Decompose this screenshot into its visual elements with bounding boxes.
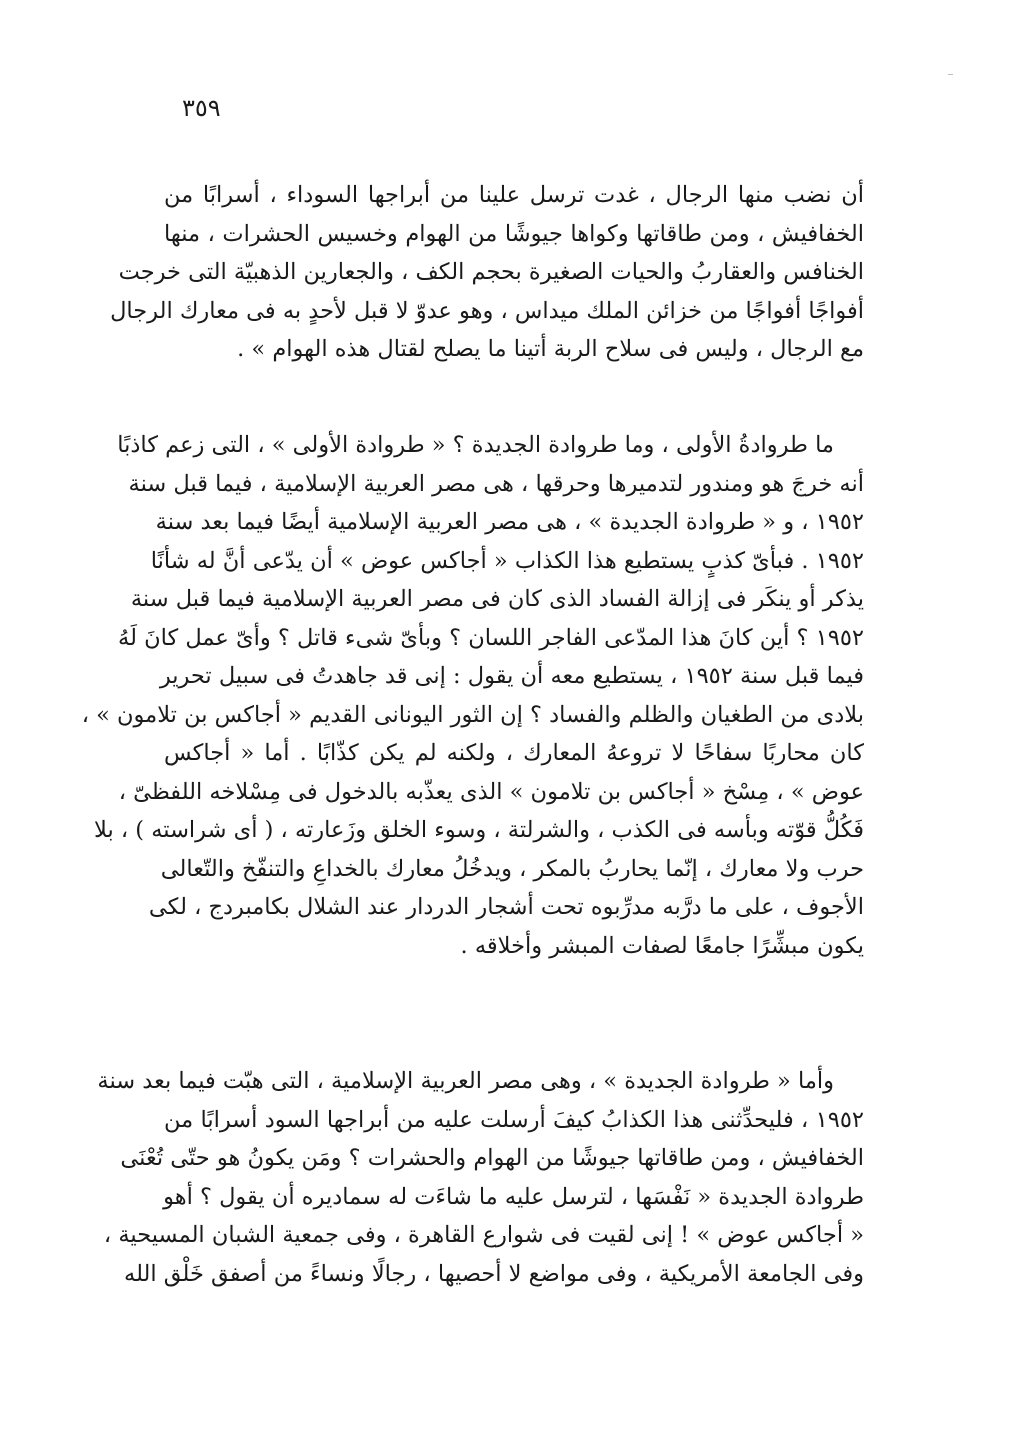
text-line: ١٩٥٢ ؟ أين كانَ هذا المدّعى الفاجر اللسان ؟ وبأىّ شىء قاتل ؟ وأىّ عمل كانَ لَهُ [118, 624, 864, 651]
text-line: مع الرجال ، وليس فى سلاح الربة أتينا ما يصلح لقتال هذه الهوام » . [237, 336, 864, 362]
text-line: أنه خرجَ هو ومندور لتدميرها وحرقها ، هى مصر العربية الإسلامية ، فيما قبل سنة [128, 470, 864, 497]
text-line: ١٩٥٢ ، فليحدِّثنى هذا الكذابُ كيفَ أرسلت عليه من أبراجها السود أسرابًا من [164, 1106, 864, 1133]
text-line: « أجاكس عوض » ! إنى لقيت فى شوارع القاهرة ، وفى جمعية الشبان المسيحية ، [103, 1222, 864, 1248]
text-line: ما طروادةُ الأولى ، وما طروادة الجديدة ؟ « طروادة الأولى » ، التى زعم كاذبًا [117, 432, 834, 458]
text-line: الخنافس والعقاربُ والحيات الصغيرة بحجم الكف ، والجعارين الذهبيّة التى خرجت [118, 259, 864, 285]
text-line: عوض » ، مِسْخ « أجاكس بن تلامون » الذى يعذّبه بالدخول فى مِسْلاخه اللفظىّ ، [118, 778, 864, 805]
text-line: ١٩٥٢ . فبأىّ كذبٍ يستطيع هذا الكذاب « أجاكس عوض » أن يدّعى أنَّ له شأنًا [150, 547, 864, 574]
page-number: ٣٥٩ [182, 94, 221, 122]
text-line: ١٩٥٢ ، و « طروادة الجديدة » ، هى مصر العربية الإسلامية أيضًا فيما بعد سنة [155, 509, 864, 535]
text-line: الأجوف ، على ما درَّبه مدرِّبوه تحت أشجار الدردار عند الشلال بكامبردج ، لكى [148, 894, 864, 920]
text-line: فَكُلُّ قوّته وبأسه فى الكذب ، والشرلتة ، وسوء الخلق وزَعارته ، ( أى شراسته ) ، بلا [94, 817, 864, 843]
text-line: أفواجًا أفواجًا من خزائن الملك ميداس ، وهو عدوّ لا قبل لأحدٍ به فى معارك الرجال [110, 297, 864, 324]
text-line: الخفافيش ، ومن طاقاتها جيوشًا من الهوام والحشرات ؟ ومَن يكونُ هو حتّى تُعْنَى [120, 1145, 864, 1171]
text-line: فيما قبل سنة ١٩٥٢ ، يستطيع معه أن يقول : إنى قد جاهدتُ فى سبيل تحرير [159, 663, 864, 689]
text-line: وفى الجامعة الأمريكية ، وفى مواضع لا أحصيها ، رجالًا ونساءً من أصفق خَلْق الله [124, 1260, 864, 1287]
text-line: كان محاربًا سفاحًا لا تروعهُ المعارك ، ولكنه لم يكن كذّابًا . أما « أجاكس [164, 740, 864, 766]
text-line: أن نضب منها الرجال ، غدت ترسل علينا من أبراجها السوداء ، أسرابًا من [164, 182, 864, 208]
paragraph-2 [81, 426, 864, 965]
text-line: طروادة الجديدة « نَفْسَها ، لترسل عليه ما شاءَت له سماديره أن يقول ؟ أهو [163, 1183, 864, 1210]
text-line: يكون مبشِّرًا جامعًا لصفات المبشر وأخلاقه . [460, 932, 864, 959]
paragraph-3 [97, 1062, 864, 1293]
text-line: يذكر أو ينكَر فى إزالة الفساد الذى كان فى مصر العربية الإسلامية فيما قبل سنة [130, 586, 864, 612]
text-line: وأما « طروادة الجديدة » ، وهى مصر العربية الإسلامية ، التى هبّت فيما بعد سنة [97, 1068, 834, 1094]
corner-mark [948, 74, 953, 75]
text-line: حرب ولا معارك ، إنّما يحاربُ بالمكر ، ويدخُلُ معارك بالخداعِ والتنفّخ والتّعالى [160, 855, 864, 882]
text-line: الخفافيش ، ومن طاقاتها وكواها جيوشًا من الهوام وخسيس الحشرات ، منها [164, 220, 864, 247]
paragraph-1 [110, 176, 864, 369]
text-line: بلادى من الطغيان والظلم والفساد ؟ إن الثور اليونانى القديم « أجاكس بن تلامون » ، [81, 701, 864, 728]
